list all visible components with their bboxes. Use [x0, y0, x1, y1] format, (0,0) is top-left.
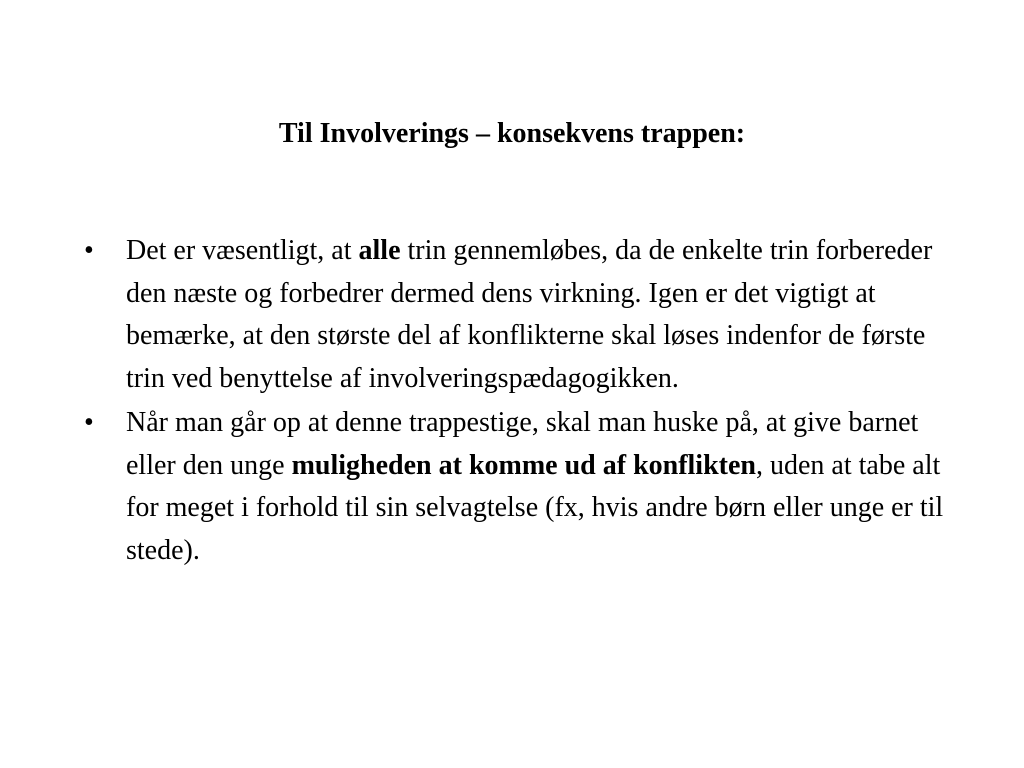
bullet-text-part: trin gennemløbes, da de enkelte trin forbereder den næste og forbedrer dermed dens virkning. Igen er det vigtigt at bemærke, at den største del af konflikterne skal løses indenfor de første trin ved benyttelse af involveringspædagogikken. [126, 235, 933, 394]
bullet-text-part: Når man går op at denne trappestige, skal man huske på, at give barnet eller den unge [126, 407, 919, 481]
bullet-text-part: , uden at tabe alt for meget i forhold til sin selvagtelse (fx, hvis andre børn eller unge er til stede). [126, 449, 944, 566]
bullet-item-2 [84, 402, 944, 572]
bullet-item-1 [84, 230, 944, 400]
slide-title: Til Involverings – konsekvens trappen: [278, 118, 746, 149]
bullet-text-bold: muligheden at komme ud af konflikten [291, 449, 756, 481]
bullet-text-part: Det er væsentligt, at [126, 235, 359, 266]
bullet-list [84, 230, 944, 574]
bullet-marker: • [84, 235, 94, 266]
bullet-marker: • [84, 407, 94, 438]
bullet-text-bold: alle [358, 235, 401, 266]
